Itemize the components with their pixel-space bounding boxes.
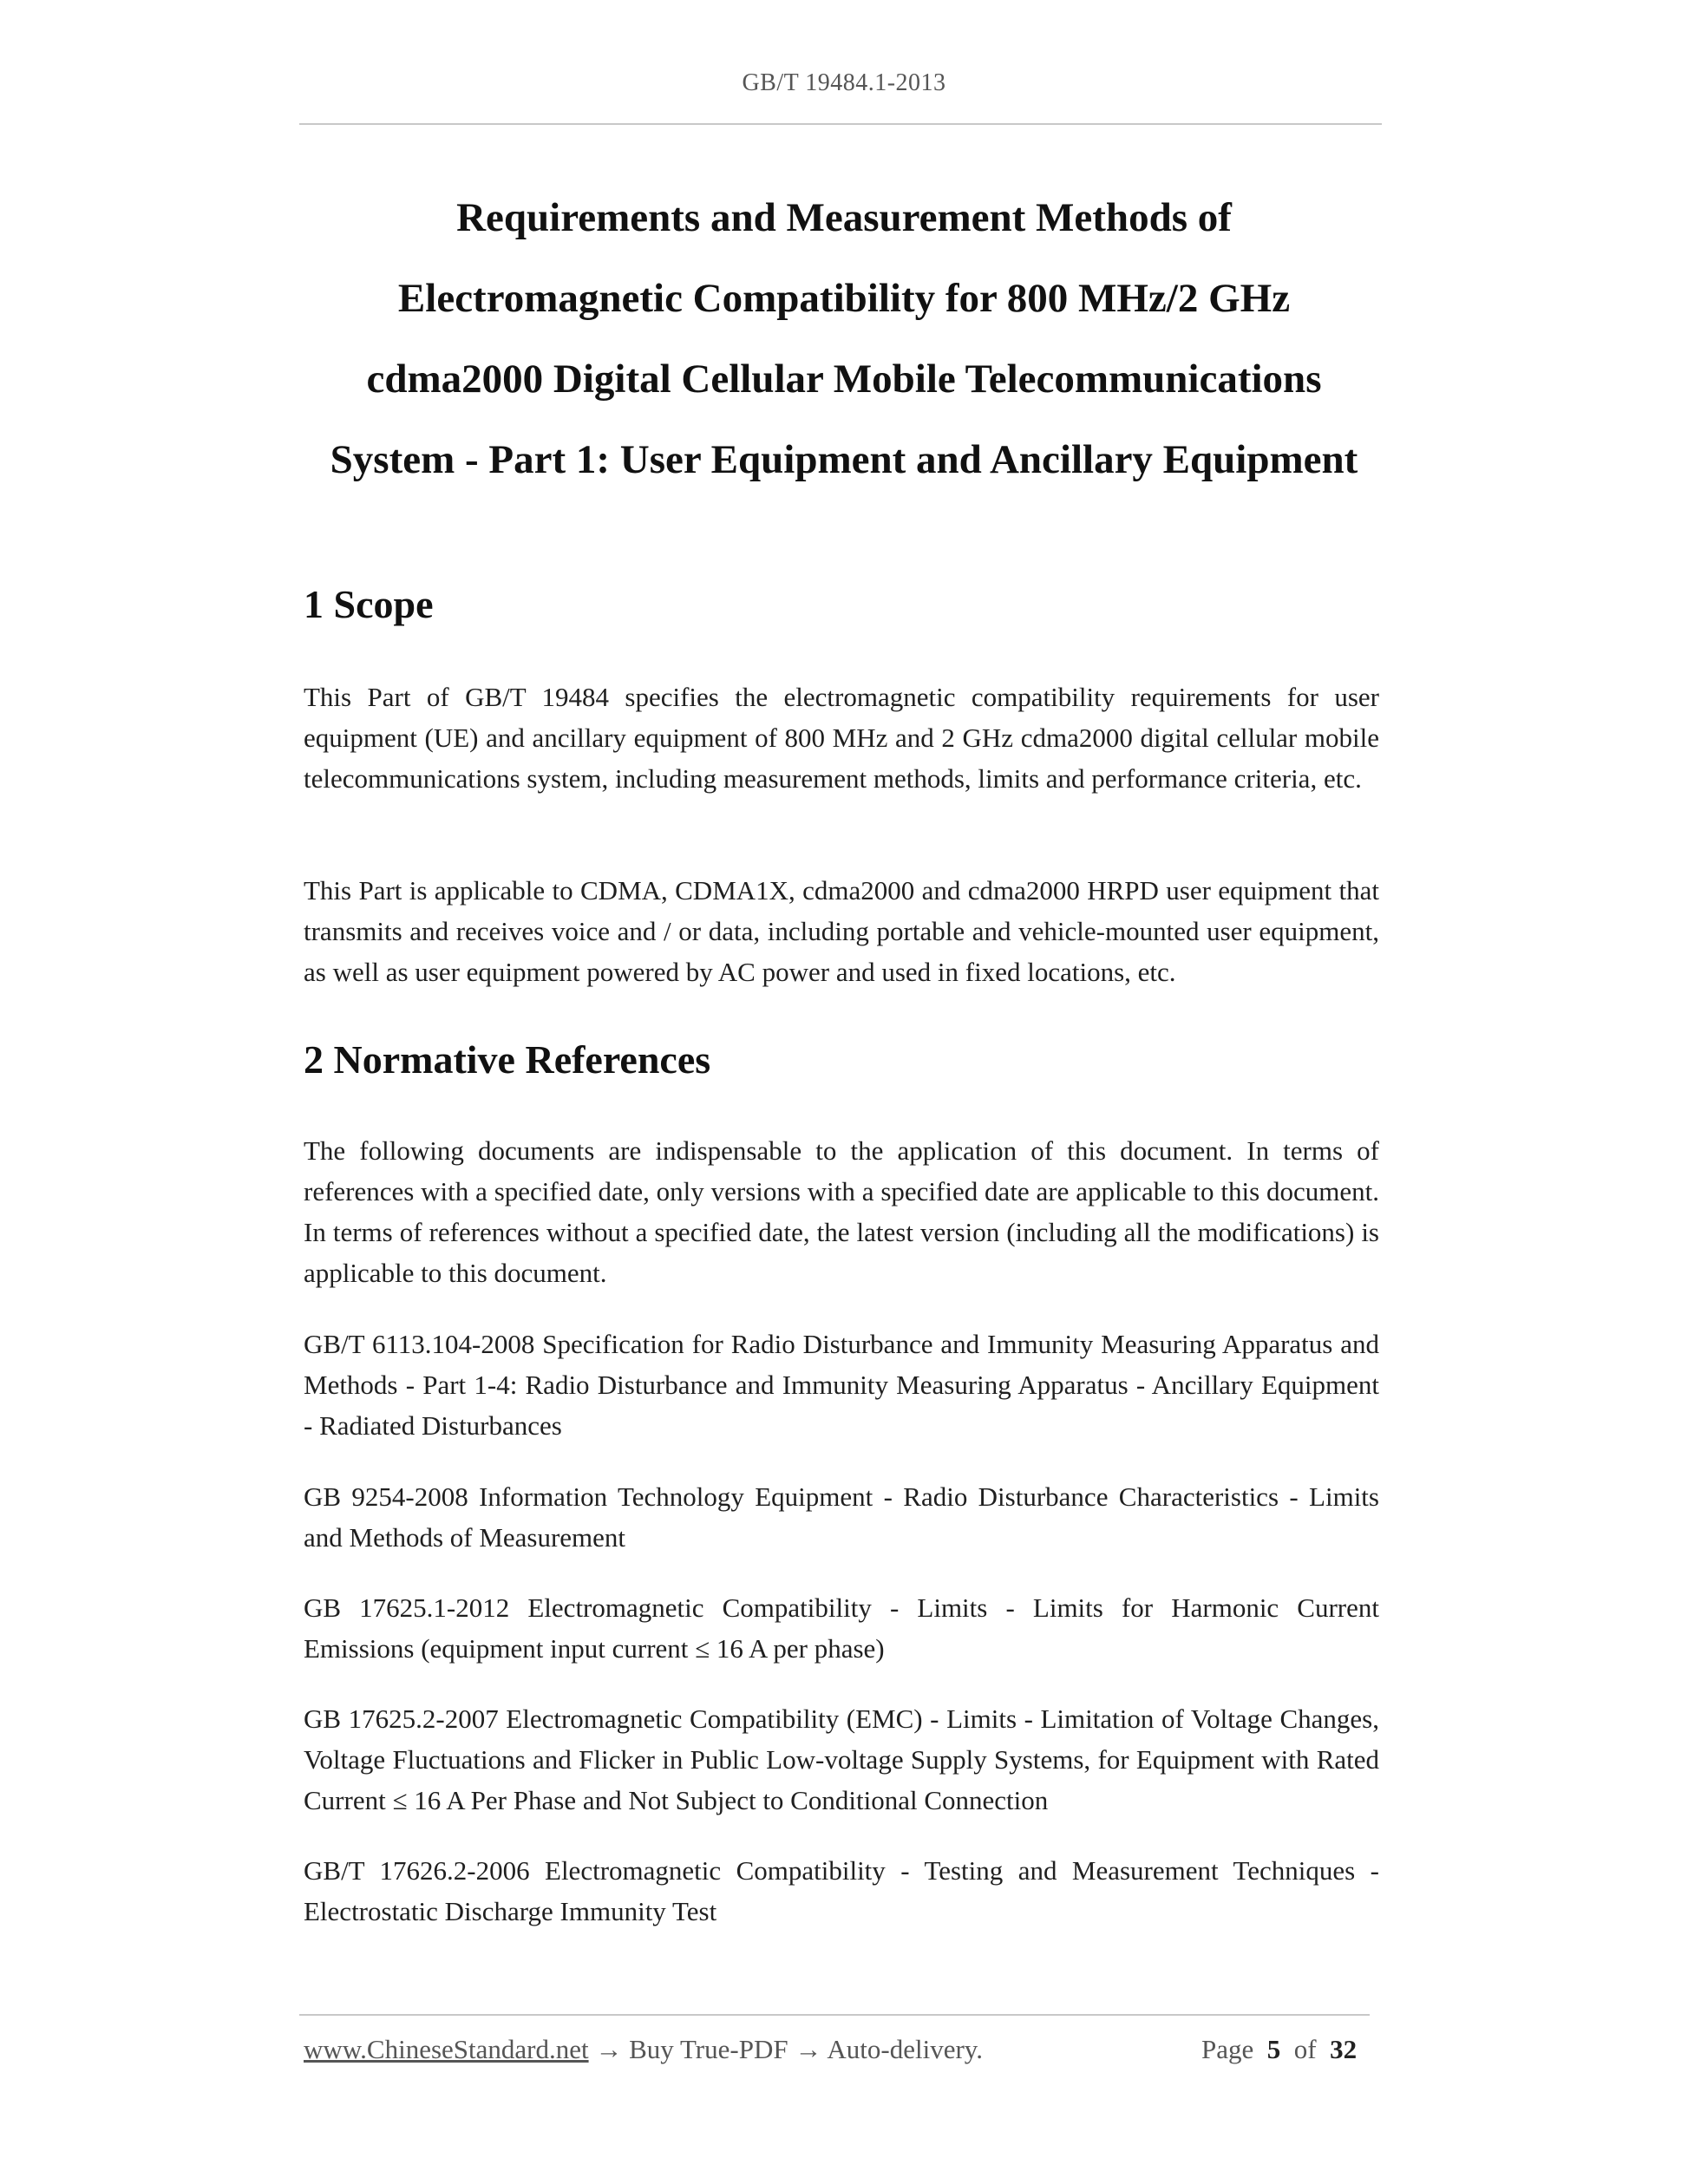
document-title-line: System - Part 1: User Equipment and Ancillary Equipment — [330, 437, 1358, 482]
references-intro-paragraph: The following documents are indispensable to the application of this document. In terms of references with a specified date, only versions with a specified date are applicable to this document. In terms of references without a specified date, the latest version (including all the modifications) is applicable to this document. — [304, 1135, 1379, 1288]
reference-entry: GB 17625.1-2012 Electromagnetic Compatibility - Limits - Limits for Harmonic Current Emissions (equipment input current ≤ 16 A per phase) — [304, 1592, 1379, 1664]
section-heading-normative-references: 2 Normative References — [304, 1037, 711, 1082]
delivery-text: Auto-delivery. — [827, 2034, 984, 2064]
reference-entry: GB/T 17626.2-2006 Electromagnetic Compatibility - Testing and Measurement Techniques - Electrostatic Discharge Immunity Test — [304, 1855, 1379, 1926]
reference-entry: GB 17625.2-2007 Electromagnetic Compatibility (EMC) - Limits - Limitation of Voltage Changes, Voltage Fluctuations and Flicker in Public Low-voltage Supply Systems, for Equipment with Rated Current ≤ 16 A Per Phase and Not Subject to Conditional Connection — [304, 1703, 1379, 1815]
scope-paragraph: This Part is applicable to CDMA, CDMA1X, cdma2000 and cdma2000 HRPD user equipment that transmits and receives voice and / or data, including portable and vehicle-mounted user equipment, as well as user equipment powered by AC power and used in fixed locations, etc. — [304, 875, 1379, 987]
footer-promo — [304, 2034, 983, 2065]
total-pages: 32 — [1330, 2034, 1358, 2064]
running-header: GB/T 19484.1-2013 — [742, 69, 946, 96]
reference-entry: GB/T 6113.104-2008 Specification for Radio Disturbance and Immunity Measuring Apparatus and Methods - Part 1-4: Radio Disturbance and Immunity Measuring Apparatus - Ancillary Equipment - Radiated Disturbances — [304, 1329, 1379, 1441]
document-title-line: cdma2000 Digital Cellular Mobile Telecommunications — [366, 356, 1322, 402]
section-heading-scope: 1 Scope — [304, 582, 434, 626]
footer-divider — [299, 2014, 1370, 2016]
buy-text: Buy True-PDF — [629, 2034, 788, 2064]
of-label: of — [1293, 2034, 1317, 2064]
document-title-line: Requirements and Measurement Methods of — [456, 195, 1232, 240]
arrow-icon: → — [795, 2034, 822, 2064]
header-divider — [299, 123, 1382, 125]
page-label: Page — [1201, 2034, 1254, 2064]
scope-paragraph: This Part of GB/T 19484 specifies the electromagnetic compatibility requirements for user equipment (UE) and ancillary equipment of 800 MHz and 2 GHz cdma2000 digital cellular mobile telecommunications system, including measurement methods, limits and performance criteria, etc. — [304, 682, 1379, 794]
document-title-line: Electromagnetic Compatibility for 800 MHz/2 GHz — [397, 276, 1291, 321]
page-indicator — [1201, 2034, 1357, 2065]
document-title — [260, 178, 1428, 500]
arrow-icon: → — [595, 2034, 623, 2064]
reference-entry: GB 9254-2008 Information Technology Equipment - Radio Disturbance Characteristics - Limits and Methods of Measurement — [304, 1481, 1379, 1553]
page-number: 5 — [1266, 2034, 1281, 2064]
website-link[interactable]: www.ChineseStandard.net — [304, 2034, 589, 2064]
